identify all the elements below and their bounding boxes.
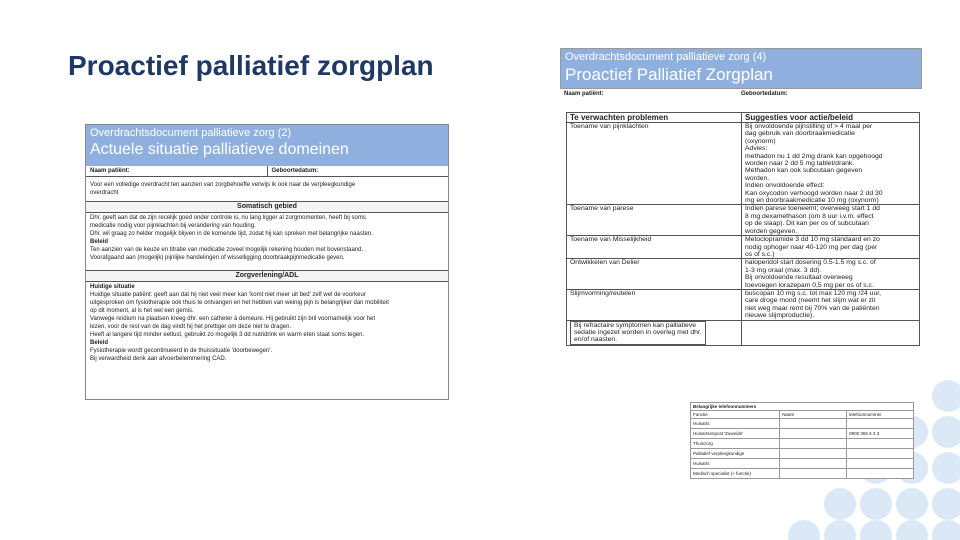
- phone-cell: Huisarts: [691, 459, 780, 469]
- document-care-plan: [560, 48, 922, 416]
- column-header-problems: Te verwachten problemen: [567, 113, 742, 123]
- suggestion-line: dag gebruik van doorbraakmedicatie: [745, 130, 855, 138]
- document-current-situation: [85, 124, 449, 400]
- somatic-line: Beleid: [90, 239, 109, 245]
- suggestion-line: Indien onvoldoende effect:: [745, 182, 825, 190]
- care-text: [86, 282, 448, 363]
- suggestion-cell: [571, 321, 706, 344]
- suggestion-cell: [742, 236, 920, 259]
- phone-cell: [847, 439, 914, 449]
- phone-cell: [847, 449, 914, 459]
- table-row: [567, 259, 920, 290]
- phone-cell: [780, 449, 847, 459]
- decorative-dot: [824, 488, 856, 520]
- suggestion-line: Bij onvoldoende pijnstilling of > 4 maal per: [745, 123, 873, 130]
- section-heading-care: Zorgverlening/ADL: [86, 270, 448, 282]
- phone-cell: [847, 469, 914, 479]
- document-title: Actuele situatie palliatieve domeinen: [90, 141, 349, 158]
- suggestion-line: Methadon kan ook subcutaan gegeven: [745, 167, 863, 175]
- phone-cell: [780, 429, 847, 439]
- suggestion-line: toevoegen lorazepam 0,5 mg per os of s.c.: [745, 281, 874, 289]
- suggestion-line: haloperidol start dosering 0.5-1.5 mg s.c. of: [745, 259, 876, 267]
- decorative-dot: [932, 488, 960, 520]
- phone-column-header: Functie: [691, 411, 780, 419]
- table-row: [567, 289, 920, 320]
- care-line: op dit moment, al is het wel een gemis.: [90, 308, 194, 314]
- decorative-dot: [824, 520, 856, 540]
- suggestion-cell: [742, 289, 920, 320]
- document-header: [86, 125, 448, 166]
- slide-title: Proactief palliatief zorgplan: [68, 50, 434, 81]
- table-row: [567, 320, 920, 345]
- phone-cell: Huisartsenpost 'Zuweide': [691, 429, 780, 439]
- decorative-dot: [932, 416, 960, 448]
- suggestion-line: op de slaap). Dit kan per os of subcutaan: [745, 220, 869, 228]
- decorative-dot: [932, 452, 960, 484]
- suggestion-line: worden naar 2 dd 5 mg tablet/drank.: [745, 160, 855, 168]
- somatic-line: Dhr. geeft aan dat de zijn recelijk goed onder controle is, nu lang ligger al zorgmomenten, heeft bij soms: [90, 215, 366, 221]
- care-line: Bij verwardheid denk aan afvoerbelemmering CAD.: [90, 356, 227, 362]
- problems-table: [566, 112, 920, 346]
- somatic-text: [86, 213, 448, 262]
- suggestion-line: Metoclopramide 3 dd 10 mg standaard en zo: [745, 236, 880, 244]
- table-header-row: [567, 113, 920, 123]
- table-row: [567, 123, 920, 205]
- suggestion-line: worden.: [745, 174, 770, 182]
- decorative-dot: [896, 520, 928, 540]
- phone-row: [691, 439, 914, 449]
- phone-cell: Thuiszorg: [691, 439, 780, 449]
- suggestion-cell: [742, 205, 920, 236]
- suggestion-line: Bij refractaire symptomen kan palliatieve: [574, 321, 697, 329]
- patient-row: [560, 89, 922, 99]
- phone-cell: 0900 355 6 3 3: [847, 429, 914, 439]
- suggestion-line: Kan oxycodon verhoogd worden naar 2 dd 30: [745, 189, 883, 197]
- intro-line: Voor een volledige overdracht ten aanzien van zorgbehoefte verwijs ik ook naar de verpleegkundige: [90, 182, 356, 188]
- suggestion-line: (oxynorm): [745, 137, 776, 145]
- phone-row: [691, 429, 914, 439]
- phone-cell: [847, 419, 914, 429]
- patient-name-label: Naam patiënt:: [564, 91, 604, 97]
- problem-cell: Toename van parese: [567, 205, 742, 236]
- problem-cell: [567, 320, 742, 345]
- phone-numbers-table: [690, 402, 914, 479]
- phone-cell: Medisch specialist (+ functie): [691, 469, 780, 479]
- problem-cell: Toename van pijnklachten: [567, 123, 742, 205]
- somatic-line: Ten aanzien van de keuze en titratie van medicatie zoveel mogelijk rekening houden met bovenstaand.: [90, 247, 364, 253]
- table-row: [567, 205, 920, 236]
- phone-cell: [780, 459, 847, 469]
- column-header-suggestions: Suggesties voor actie/beleid: [742, 113, 920, 123]
- suggestion-line: 8 mg dexamethason (om 8 uur i.v.m. effect: [745, 212, 874, 220]
- care-line: Heeft al langere tijd minder eetlust, gebruikt zo mogelijk 3 dd nutridrink en warm eten staat soms tegen.: [90, 332, 365, 338]
- care-line: lezen, voor de rest van de dag vindt hij het prettiger om deze niet te dragen.: [90, 324, 292, 330]
- care-line: uitgesproken om fysiotherapie ook thuis te ontvangen en het hebben van weinig pijn is belangrijker dan mobiliteit: [90, 300, 389, 306]
- suggestion-line: 1-3 mg oraal (max. 3 dd).: [745, 266, 822, 274]
- phone-row: [691, 419, 914, 429]
- phone-cell: [780, 439, 847, 449]
- phone-column-header: Naam: [780, 411, 847, 419]
- somatic-line: Dhr. wil graag zo helder mogelijk blijven in de komende tijd, zodat hij kan spreken met belangrijke naasten.: [90, 231, 373, 237]
- intro-line: overdracht: [90, 190, 119, 196]
- suggestion-line: sedatie ingezet worden in overleg met dhr.: [574, 328, 702, 336]
- document-title: Proactief Palliatief Zorgplan: [565, 65, 773, 84]
- suggestion-line: worden gegeven.: [745, 227, 798, 235]
- suggestion-line: os of s.c.): [745, 250, 775, 258]
- phone-cell: [780, 469, 847, 479]
- somatic-line: Voorafgaand aan (mogelijk) pijnlijke handelingen of wisselligging doorbraakpijnmedicatie geven.: [90, 255, 345, 261]
- document-header: [560, 48, 922, 89]
- suggestion-line: Advies:: [745, 145, 768, 153]
- phone-cell: Huisarts: [691, 419, 780, 429]
- decorative-dot: [860, 488, 892, 520]
- suggestion-line: buscopan 10 mg s.c. tot max 120 mg /24 uur,: [745, 289, 882, 297]
- phone-cell: [847, 459, 914, 469]
- problem-cell: Slijmvorming/reutelen: [567, 289, 742, 320]
- decorative-dot: [932, 520, 960, 540]
- table-row: [567, 236, 920, 259]
- section-heading-somatic: Somatisch gebied: [86, 201, 448, 213]
- patient-row: [86, 166, 448, 177]
- decorative-dot: [788, 520, 820, 540]
- care-line: Beleid: [90, 340, 109, 346]
- care-line: Huidige situatie patiënt: geeft aan dat hij niet veel meer kan 'komt niet meer uit bed' zelf wel de voorkeur: [90, 292, 366, 298]
- decorative-dot: [932, 380, 960, 412]
- phone-table-title: Belangrijke telefoonnummers: [691, 403, 914, 411]
- suggestion-cell: [742, 123, 920, 205]
- suggestion-line: nodig ophoger naar 40-120 mg per dag (per: [745, 243, 878, 251]
- suggestion-line: methadon nu 1 dd 2mg drank kan opgehoogd: [745, 152, 883, 160]
- document-subtitle: Overdrachtsdocument palliatieve zorg (4): [565, 51, 767, 63]
- decorative-dot: [896, 488, 928, 520]
- care-line: Fysiotherapie wordt gecontinueerd in de thuissituatie 'doorbewegen'.: [90, 348, 273, 354]
- care-line: Huidige situatie: [90, 284, 135, 290]
- problem-cell: Toename van Misselijkheid: [567, 236, 742, 259]
- phone-cell: Palliatief verpleegkundige: [691, 449, 780, 459]
- suggestion-cell: [742, 320, 920, 345]
- suggestion-line: nieuwe slijmproductie).: [745, 312, 815, 320]
- birthdate-label: Geboortedatum:: [267, 166, 449, 176]
- suggestion-line: niet weg maar remt bij 70% van de patiënten: [745, 304, 880, 312]
- intro-text: [86, 181, 448, 197]
- suggestion-cell: [742, 259, 920, 290]
- suggestion-line: care droge mond (neemt het slijm wat er zit: [745, 297, 876, 305]
- phone-table-header-row: [691, 411, 914, 419]
- somatic-line: medicatie nodig voor pijnklachten bij verandering van houding.: [90, 223, 256, 229]
- phone-row: [691, 449, 914, 459]
- birthdate-label: Geboortedatum:: [741, 91, 788, 97]
- phone-row: [691, 469, 914, 479]
- phone-row: [691, 459, 914, 469]
- problem-cell: Ontwikkelen van Delier: [567, 259, 742, 290]
- suggestion-line: mg en doorbraakmedicatie 10 mg (oxynorm): [745, 197, 879, 205]
- phone-column-header: telefoonnummer: [847, 411, 914, 419]
- document-subtitle: Overdrachtsdocument palliatieve zorg (2): [90, 127, 292, 139]
- decorative-dot: [860, 520, 892, 540]
- suggestion-line: Indien parese toeneemt; overweeg start 1 dd: [745, 205, 880, 213]
- suggestion-line: en/of naasten.: [574, 336, 618, 344]
- phone-cell: [780, 419, 847, 429]
- patient-name-label: Naam patiënt:: [90, 168, 130, 174]
- care-line: Vanwege reïdium na plaatsen kreeg dhr. een catheter à demeure. Hij gebruikt zijn bril voornamelijk voor het: [90, 316, 376, 322]
- suggestion-line: Bij onvoldoende resultaat overweeg: [745, 274, 853, 282]
